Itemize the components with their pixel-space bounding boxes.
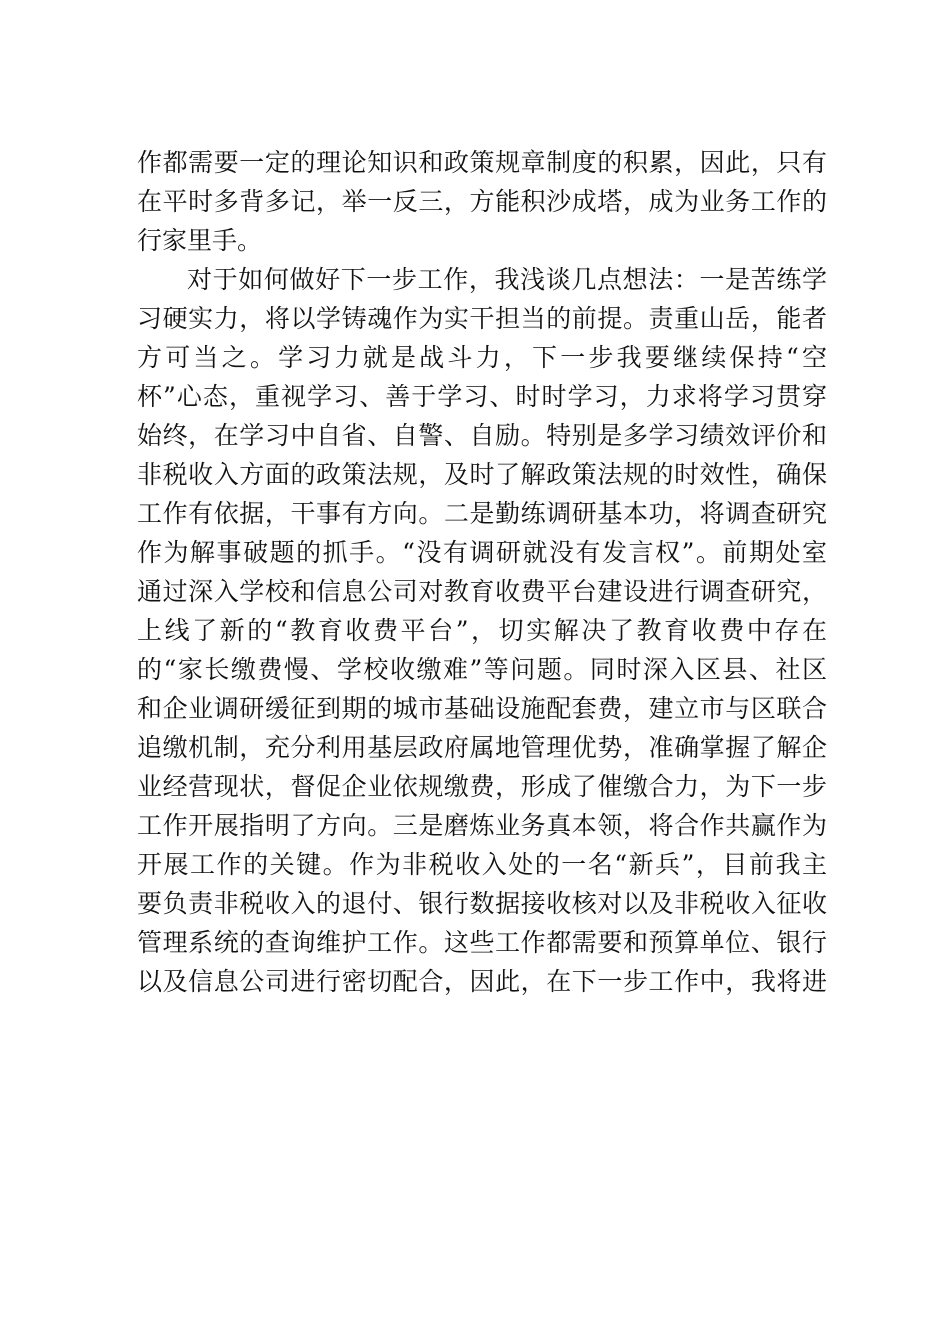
text-line: 上线了新的“教育收费平台”，切实解决了教育收费中存在 bbox=[137, 616, 827, 645]
text-line: 追缴机制，充分利用基层政府属地管理优势，准确掌握了解企 bbox=[137, 733, 827, 762]
text-line: 业经营现状，督促企业依规缴费，形成了催缴合力，为下一步 bbox=[137, 772, 827, 801]
text-line: 作都需要一定的理论知识和政策规章制度的积累，因此，只有 bbox=[137, 148, 827, 177]
text-line bbox=[137, 1040, 827, 1079]
text-line: 管理系统的查询维护工作。这些工作都需要和预算单位、银行 bbox=[137, 928, 827, 957]
text-line: 以及信息公司进行密切配合，因此，在下一步工作中，我将进 bbox=[137, 967, 827, 996]
text-line: 始终，在学习中自省、自警、自励。特别是多学习绩效评价和 bbox=[137, 421, 827, 450]
text-line: 和企业调研缓征到期的城市基础设施配套费，建立市与区联合 bbox=[137, 694, 827, 723]
paragraph-1 bbox=[137, 143, 827, 260]
text-line: 通过深入学校和信息公司对教育收费平台建设进行调查研究， bbox=[137, 577, 827, 606]
text-line: 工作有依据，干事有方向。二是勤练调研基本功，将调查研究 bbox=[137, 499, 827, 528]
text-line: 对于如何做好下一步工作，我浅谈几点想法：一是苦练学 bbox=[187, 265, 827, 294]
text-line: 习硬实力，将以学铸魂作为实干担当的前提。责重山岳，能者 bbox=[137, 304, 827, 333]
text-line: 方可当之。学习力就是战斗力，下一步我要继续保持“空 bbox=[137, 343, 827, 372]
text-line: 开展工作的关键。作为非税收入处的一名“新兵”，目前我主 bbox=[137, 850, 827, 879]
paragraph-2 bbox=[137, 260, 827, 1118]
text-line: 行家里手。 bbox=[137, 226, 263, 255]
text-line bbox=[137, 1001, 827, 1040]
text-line: 的“家长缴费慢、学校收缴难”等问题。同时深入区县、社区 bbox=[137, 655, 827, 684]
text-line: 在平时多背多记，举一反三，方能积沙成塔，成为业务工作的 bbox=[137, 187, 827, 216]
text-line: 非税收入方面的政策法规，及时了解政策法规的时效性，确保 bbox=[137, 460, 827, 489]
text-line: 工作开展指明了方向。三是磨炼业务真本领，将合作共赢作为 bbox=[137, 811, 827, 840]
text-line: 杯”心态，重视学习、善于学习、时时学习，力求将学习贯穿 bbox=[137, 382, 827, 411]
text-line: 作为解事破题的抓手。“没有调研就没有发言权”。前期处室 bbox=[137, 538, 827, 567]
body-text bbox=[137, 143, 827, 1118]
text-line bbox=[137, 1079, 827, 1118]
text-line: 要负责非税收入的退付、银行数据接收核对以及非税收入征收 bbox=[137, 889, 827, 918]
